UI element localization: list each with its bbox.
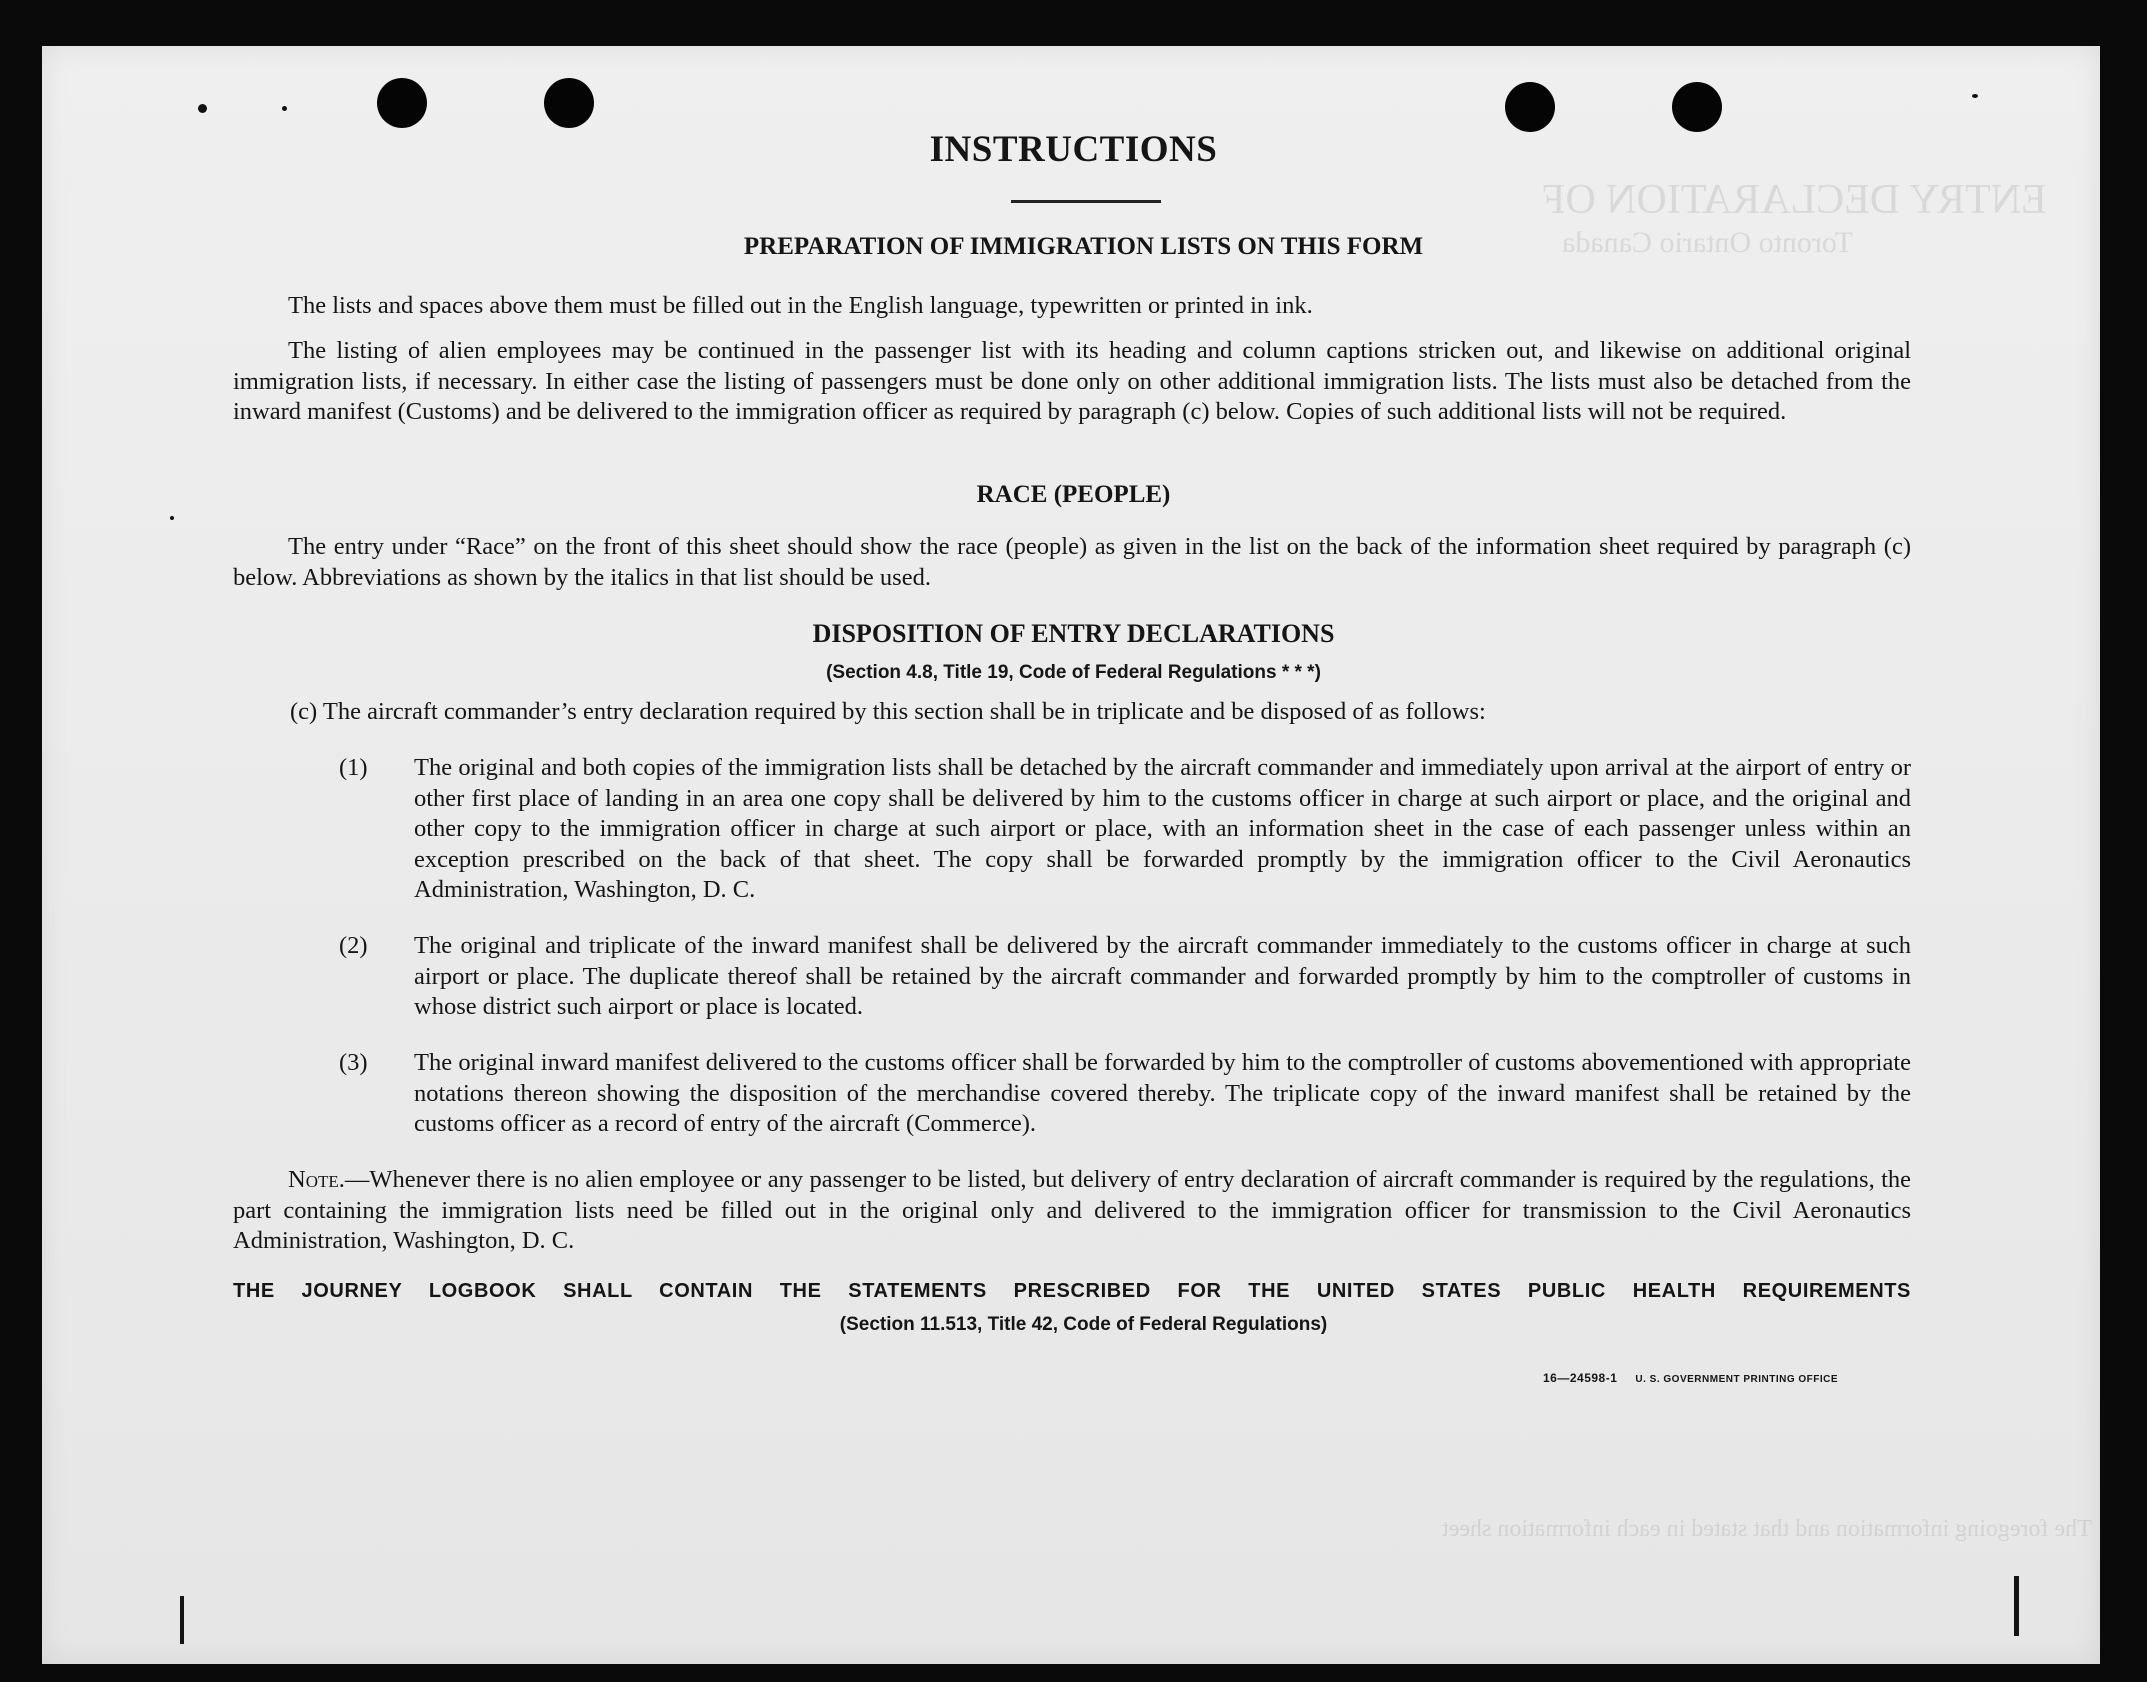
punch-hole bbox=[1505, 82, 1555, 132]
note-label: Note. bbox=[288, 1166, 345, 1193]
health-requirement-statement: THE JOURNEY LOGBOOK SHALL CONTAIN THE STATEMENTS PRESCRIBED FOR THE UNITED STATES PUBLIC HEALTH REQUIREMENTS bbox=[233, 1280, 1911, 1302]
section-heading-race: RACE (PEOPLE) bbox=[976, 481, 1171, 508]
item-text: The original and triplicate of the inward manifest shall be delivered by the aircraft commander immediately to the customs officer in charge at such airport or place. The duplicate thereof shall be retained by the aircraft commander and forwarded promptly by him to the comptroller of customs in whose district such airport or place is located. bbox=[414, 932, 1911, 1020]
list-item bbox=[339, 753, 1911, 906]
item-text: The original and both copies of the immigration lists shall be detached by the aircraft commander and immediately upon arrival at the airport of entry or other first place of landing in an area one copy shall be delivered by him to the customs officer in charge at such airport or place, and the original and other copy to the immigration officer in charge at such airport or place, with an information sheet in the case of each passenger unless within an exception prescribed on the back of that sheet. The copy shall be forwarded promptly by the immigration officer to the Civil Aeronautics Administration, Washington, D. C. bbox=[414, 754, 1911, 903]
list-item bbox=[339, 1048, 1911, 1140]
scan-artifact-line bbox=[2014, 1576, 2019, 1636]
item-text: The original inward manifest delivered to the customs officer shall be forwarded by him to the comptroller of customs abovementioned with appropriate notations thereon showing the disposition of the merchandise covered thereby. The triplicate copy of the inward manifest shall be retained by the customs officer as a record of entry of the aircraft (Commerce). bbox=[414, 1049, 1911, 1137]
paragraph-disposition-intro: (c) The aircraft commander’s entry declaration required by this section shall be in triplicate and be disposed of as follows: bbox=[290, 698, 1486, 725]
item-number: (1) bbox=[339, 754, 368, 781]
bleed-through-text: Toronto Ontario Canada bbox=[1562, 226, 1854, 259]
bleed-through-text: The foregoing information and that stated in each information sheet bbox=[1442, 1516, 2092, 1542]
scan-speck bbox=[198, 104, 207, 113]
paragraph-race: The entry under “Race” on the front of this sheet should show the race (people) as given in the list on the back of the information sheet required by paragraph (c) below. Abbreviations as shown by the italics in that list should be used. bbox=[233, 533, 1911, 591]
scan-speck bbox=[170, 516, 174, 520]
item-number: (2) bbox=[339, 932, 368, 959]
printing-office: U. S. GOVERNMENT PRINTING OFFICE bbox=[1635, 1374, 1839, 1385]
paragraph-note bbox=[233, 1165, 1911, 1257]
scan-artifact-line bbox=[180, 1596, 184, 1644]
paragraph-alien-employees: The listing of alien employees may be continued in the passenger list with its heading and column captions stricken out, and likewise on additional original immigration lists, if necessary. In either case the listing of passengers must be done only on other additional immigration lists. The lists must also be detached from the inward manifest (Customs) and be delivered to the immigration officer as required by paragraph (c) below. Copies of such additional lists will not be required. bbox=[233, 337, 1911, 425]
bleed-through-text: ENTRY DECLARATION OF bbox=[1542, 177, 2047, 223]
page-title: INSTRUCTIONS bbox=[929, 129, 1218, 170]
title-underline bbox=[1011, 200, 1161, 203]
section-heading-preparation: PREPARATION OF IMMIGRATION LISTS ON THIS FORM bbox=[743, 233, 1424, 260]
punch-hole bbox=[1672, 82, 1722, 132]
punch-hole bbox=[377, 78, 427, 128]
paragraph-language: The lists and spaces above them must be filled out in the English language, typewritten or printed in ink. bbox=[288, 292, 1313, 319]
form-number: 16—24598-1 bbox=[1543, 1371, 1618, 1385]
item-number: (3) bbox=[339, 1049, 368, 1076]
list-item bbox=[339, 931, 1911, 1023]
punch-hole bbox=[544, 78, 594, 128]
printer-imprint bbox=[1543, 1371, 1838, 1385]
note-text: —Whenever there is no alien employee or any passenger to be listed, but delivery of entry declaration of aircraft commander is required by the regulations, the part containing the immigration lists need be filled out in the original only and delivered to the immigration officer for transmission to the Civil Aeronautics Administration, Washington, D. C. bbox=[233, 1166, 1911, 1254]
citation-health: (Section 11.513, Title 42, Code of Federal Regulations) bbox=[839, 1314, 1328, 1335]
section-heading-disposition: DISPOSITION OF ENTRY DECLARATIONS bbox=[812, 619, 1335, 648]
scan-speck bbox=[282, 106, 287, 111]
citation-disposition: (Section 4.8, Title 19, Code of Federal Regulations * * *) bbox=[826, 662, 1321, 683]
scan-speck bbox=[1972, 94, 1978, 98]
